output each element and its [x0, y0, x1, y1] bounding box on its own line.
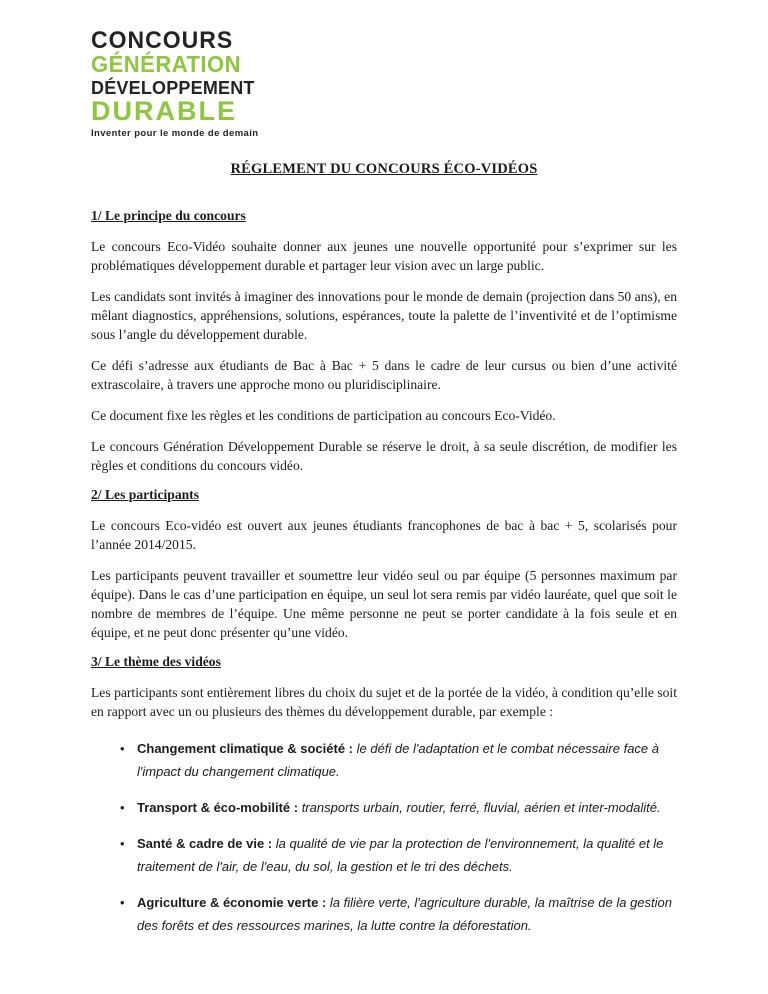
bullet-lead: Changement climatique & société : — [137, 740, 357, 756]
bullet-icon: • — [120, 740, 125, 756]
logo-word-durable: DURABLE — [91, 96, 237, 126]
paragraph: Le concours Génération Développement Durable se réserve le droit, à sa seule discrétion, de modifier les règles et conditions du concours vidéo. — [91, 438, 677, 473]
bullet-text: transports urbain, routier, ferré, fluvial, aérien et inter-modalité. — [301, 799, 661, 815]
list-item — [91, 796, 677, 819]
paragraph: Le concours Eco-vidéo est ouvert aux jeunes étudiants francophones de bac à bac + 5, scolarisés pour l’année 2014/2015. — [91, 517, 677, 552]
list-item — [91, 891, 677, 937]
section-heading-participants: 2/ Les participants — [91, 486, 199, 502]
logo — [91, 25, 677, 139]
section-heading-principe: 1/ Le principe du concours — [91, 207, 246, 223]
bullet-lead: Agriculture & économie verte : — [137, 894, 330, 910]
logo-word-developpement: DÉVELOPPEMENT — [91, 76, 255, 98]
paragraph: Ce défi s’adresse aux étudiants de Bac à Bac + 5 dans le cadre de leur cursus ou bien d’une activité extrascolaire, à travers une approche mono ou pluridisciplinaire. — [91, 357, 677, 392]
paragraph: Le concours Eco-Vidéo souhaite donner aux jeunes une nouvelle opportunité pour s’exprimer sur les problématiques développement durable et partager leur vision avec un large public. — [91, 238, 677, 273]
bullet-text: le défi de l'adaptation et le combat nécessaire face à l'impact du changement climatique. — [137, 740, 660, 779]
logo-word-concours: CONCOURS — [91, 25, 234, 54]
paragraph: Les participants peuvent travailler et soumettre leur vidéo seul ou par équipe (5 personnes maximum par équipe). Dans le cas d’une participation en équipe, un seul lot sera remis par vidéo lauréate, quel que soit le nombre de membres de l’équipe. Une même personne ne peut se porter candidate à la fois seule et en équipe, et ne peut donc présenter qu’une vidéo. — [91, 567, 677, 640]
bullet-icon: • — [120, 835, 125, 851]
paragraph: Les participants sont entièrement libres du choix du sujet et de la portée de la vidéo, à condition qu’elle soit en rapport avec un ou plusieurs des thèmes du développement durable, par exemple : — [91, 684, 677, 719]
document-title: RÉGLEMENT DU CONCOURS ÉCO-VIDÉOS — [230, 160, 538, 177]
section-heading-theme: 3/ Le thème des vidéos — [91, 653, 221, 669]
paragraph: Les candidats sont invités à imaginer des innovations pour le monde de demain (projection dans 50 ans), en mêlant diagnostics, appréhensions, solutions, espérances, toute la palette de l’inventivité et de l’optimisme sous l’angle du développement durable. — [91, 288, 677, 342]
bullet-text: la filière verte, l'agriculture durable, la maîtrise de la gestion des forêts et des ressources marines, la lutte contre la déforestation. — [137, 894, 672, 933]
bullet-lead: Santé & cadre de vie : — [137, 835, 276, 851]
list-item — [91, 832, 677, 878]
logo-tagline: Inventer pour le monde de demain — [91, 128, 259, 139]
bullet-icon: • — [120, 894, 125, 910]
paragraph: Ce document fixe les règles et les conditions de participation au concours Eco-Vidéo. — [91, 407, 556, 423]
bullet-icon: • — [120, 799, 125, 815]
bullet-lead: Transport & éco-mobilité : — [137, 799, 302, 815]
logo-word-generation: GÉNÉRATION — [91, 50, 242, 78]
list-item — [91, 737, 677, 783]
theme-bullet-list — [91, 737, 677, 937]
bullet-text: la qualité de vie par la protection de l'environnement, la qualité et le traitement de l'air, de l'eau, du sol, la gestion et le tri des déchets. — [137, 835, 664, 874]
